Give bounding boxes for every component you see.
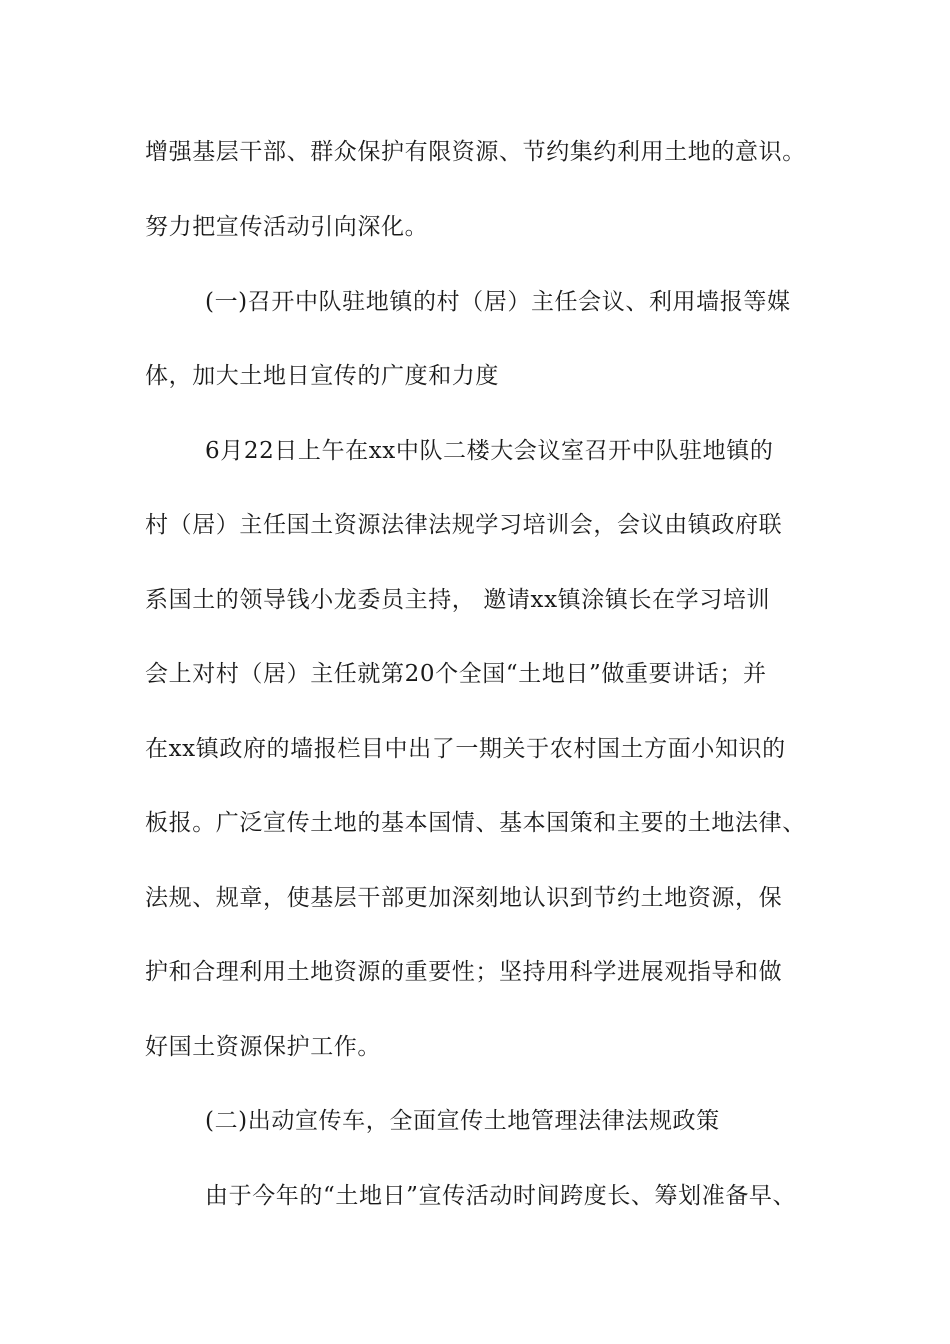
section-heading-line: (二)出动宣传车，全面宣传土地管理法律法规政策 [205, 1108, 720, 1134]
paragraph-line: 会上对村（居）主任就第20个全国“土地日”做重要讲话；并 [145, 661, 767, 687]
paragraph-line: 6月22日上午在xx中队二楼大会议室召开中队驻地镇的 [205, 438, 774, 464]
section-heading-line: (一)召开中队驻地镇的村（居）主任会议、利用墙报等媒 [205, 289, 791, 315]
paragraph-line: 增强基层干部、群众保护有限资源、节约集约利用土地的意识。 [145, 139, 806, 165]
paragraph-line: 板报。广泛宣传土地的基本国情、基本国策和主要的土地法律、 [145, 810, 806, 836]
paragraph-line: 护和合理利用土地资源的重要性；坚持用科学进展观指导和做 [145, 959, 783, 985]
paragraph-line: 由于今年的“土地日”宣传活动时间跨度长、筹划准备早、 [205, 1183, 797, 1209]
paragraph-line: 好国土资源保护工作。 [145, 1034, 381, 1060]
paragraph-line: 系国土的领导钱小龙委员主持， 邀请xx镇涂镇长在学习培训 [145, 587, 771, 613]
paragraph-line: 努力把宣传活动引向深化。 [145, 214, 429, 240]
paragraph-line: 法规、规章，使基层干部更加深刻地认识到节约土地资源，保 [145, 885, 783, 911]
paragraph-line: 在xx镇政府的墙报栏目中出了一期关于农村国土方面小知识的 [145, 736, 786, 762]
paragraph-line: 村（居）主任国土资源法律法规学习培训会，会议由镇政府联 [145, 512, 783, 538]
section-heading-line: 体，加大土地日宣传的广度和力度 [145, 363, 499, 389]
